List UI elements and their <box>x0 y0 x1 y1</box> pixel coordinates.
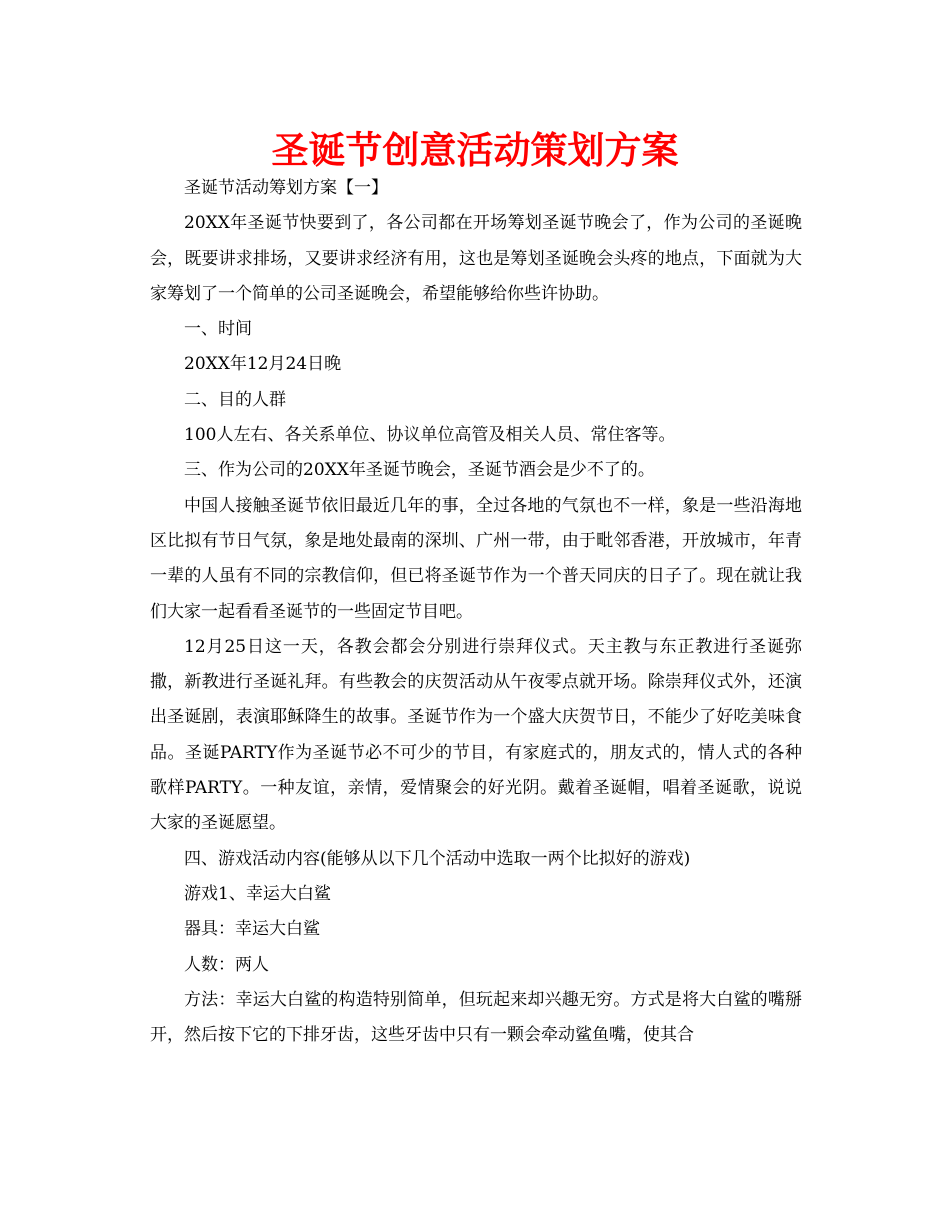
paragraph-dec25: 12月25日这一天，各教会都会分别进行崇拜仪式。天主教与东正教进行圣诞弥撒，新教进行圣诞礼拜。有些教会的庆贺活动从午夜零点就开场。除崇拜仪式外，还演出圣诞剧，表演耶稣降生的故事。圣诞节作为一个盛大庆贺节日，不能少了好吃美味食品。圣诞PARTY作为圣诞节必不可少的节目，有家庭式的，朋友式的，情人式的各种歌样PARTY。一种友谊，亲情，爱情聚会的好光阴。戴着圣诞帽，唱着圣诞歌，说说大家的圣诞愿望。 <box>150 636 802 834</box>
paragraph-background: 中国人接触圣诞节依旧最近几年的事，全过各地的气氛也不一样，象是一些沿海地区比拟有节日气氛，象是地处最南的深圳、广州一带，由于毗邻香港，开放城市，年青一辈的人虽有不同的宗教信仰，但已将圣诞节作为一个普天同庆的日子了。现在就让我们大家一起看看圣诞节的一些固定节目吧。 <box>150 495 802 622</box>
paragraph-time-value: 20XX年12月24日晚 <box>184 354 342 375</box>
paragraph-game1-players: 人数：两人 <box>184 954 269 975</box>
paragraph-games-heading: 四、游戏活动内容(能够从以下几个活动中选取一两个比拟好的游戏) <box>184 848 691 869</box>
paragraph-game1-method: 方法：幸运大白鲨的构造特别简单，但玩起来却兴趣无穷。方式是将大白鲨的嘴掰开，然后按下它的下排牙齿，这些牙齿中只有一颗会牵动鲨鱼嘴，使其合 <box>150 989 802 1046</box>
paragraph-party-heading: 三、作为公司的20XX年圣诞节晚会，圣诞节酒会是少不了的。 <box>184 460 655 481</box>
paragraph-audience-value: 100人左右、各关系单位、协议单位高管及相关人员、常住客等。 <box>184 425 676 446</box>
paragraph-game1-equipment: 器具：幸运大白鲨 <box>184 919 320 940</box>
paragraph-game1-title: 游戏1、幸运大白鲨 <box>184 883 331 904</box>
document-body <box>150 171 802 1053</box>
document-title: 圣诞节创意活动策划方案 <box>271 129 679 172</box>
paragraph-intro: 20XX年圣诞节快要到了，各公司都在开场筹划圣诞节晚会了，作为公司的圣诞晚会，既要讲求排场，又要讲求经济有用，这也是筹划圣诞晚会头疼的地点，下面就为大家筹划了一个简单的公司圣诞晚会，希望能够给你些许协助。 <box>150 213 802 304</box>
paragraph-audience-heading: 二、目的人群 <box>184 389 286 410</box>
paragraph-time-heading: 一、时间 <box>184 319 252 340</box>
paragraph-section-heading: 圣诞节活动筹划方案【一】 <box>184 178 388 198</box>
